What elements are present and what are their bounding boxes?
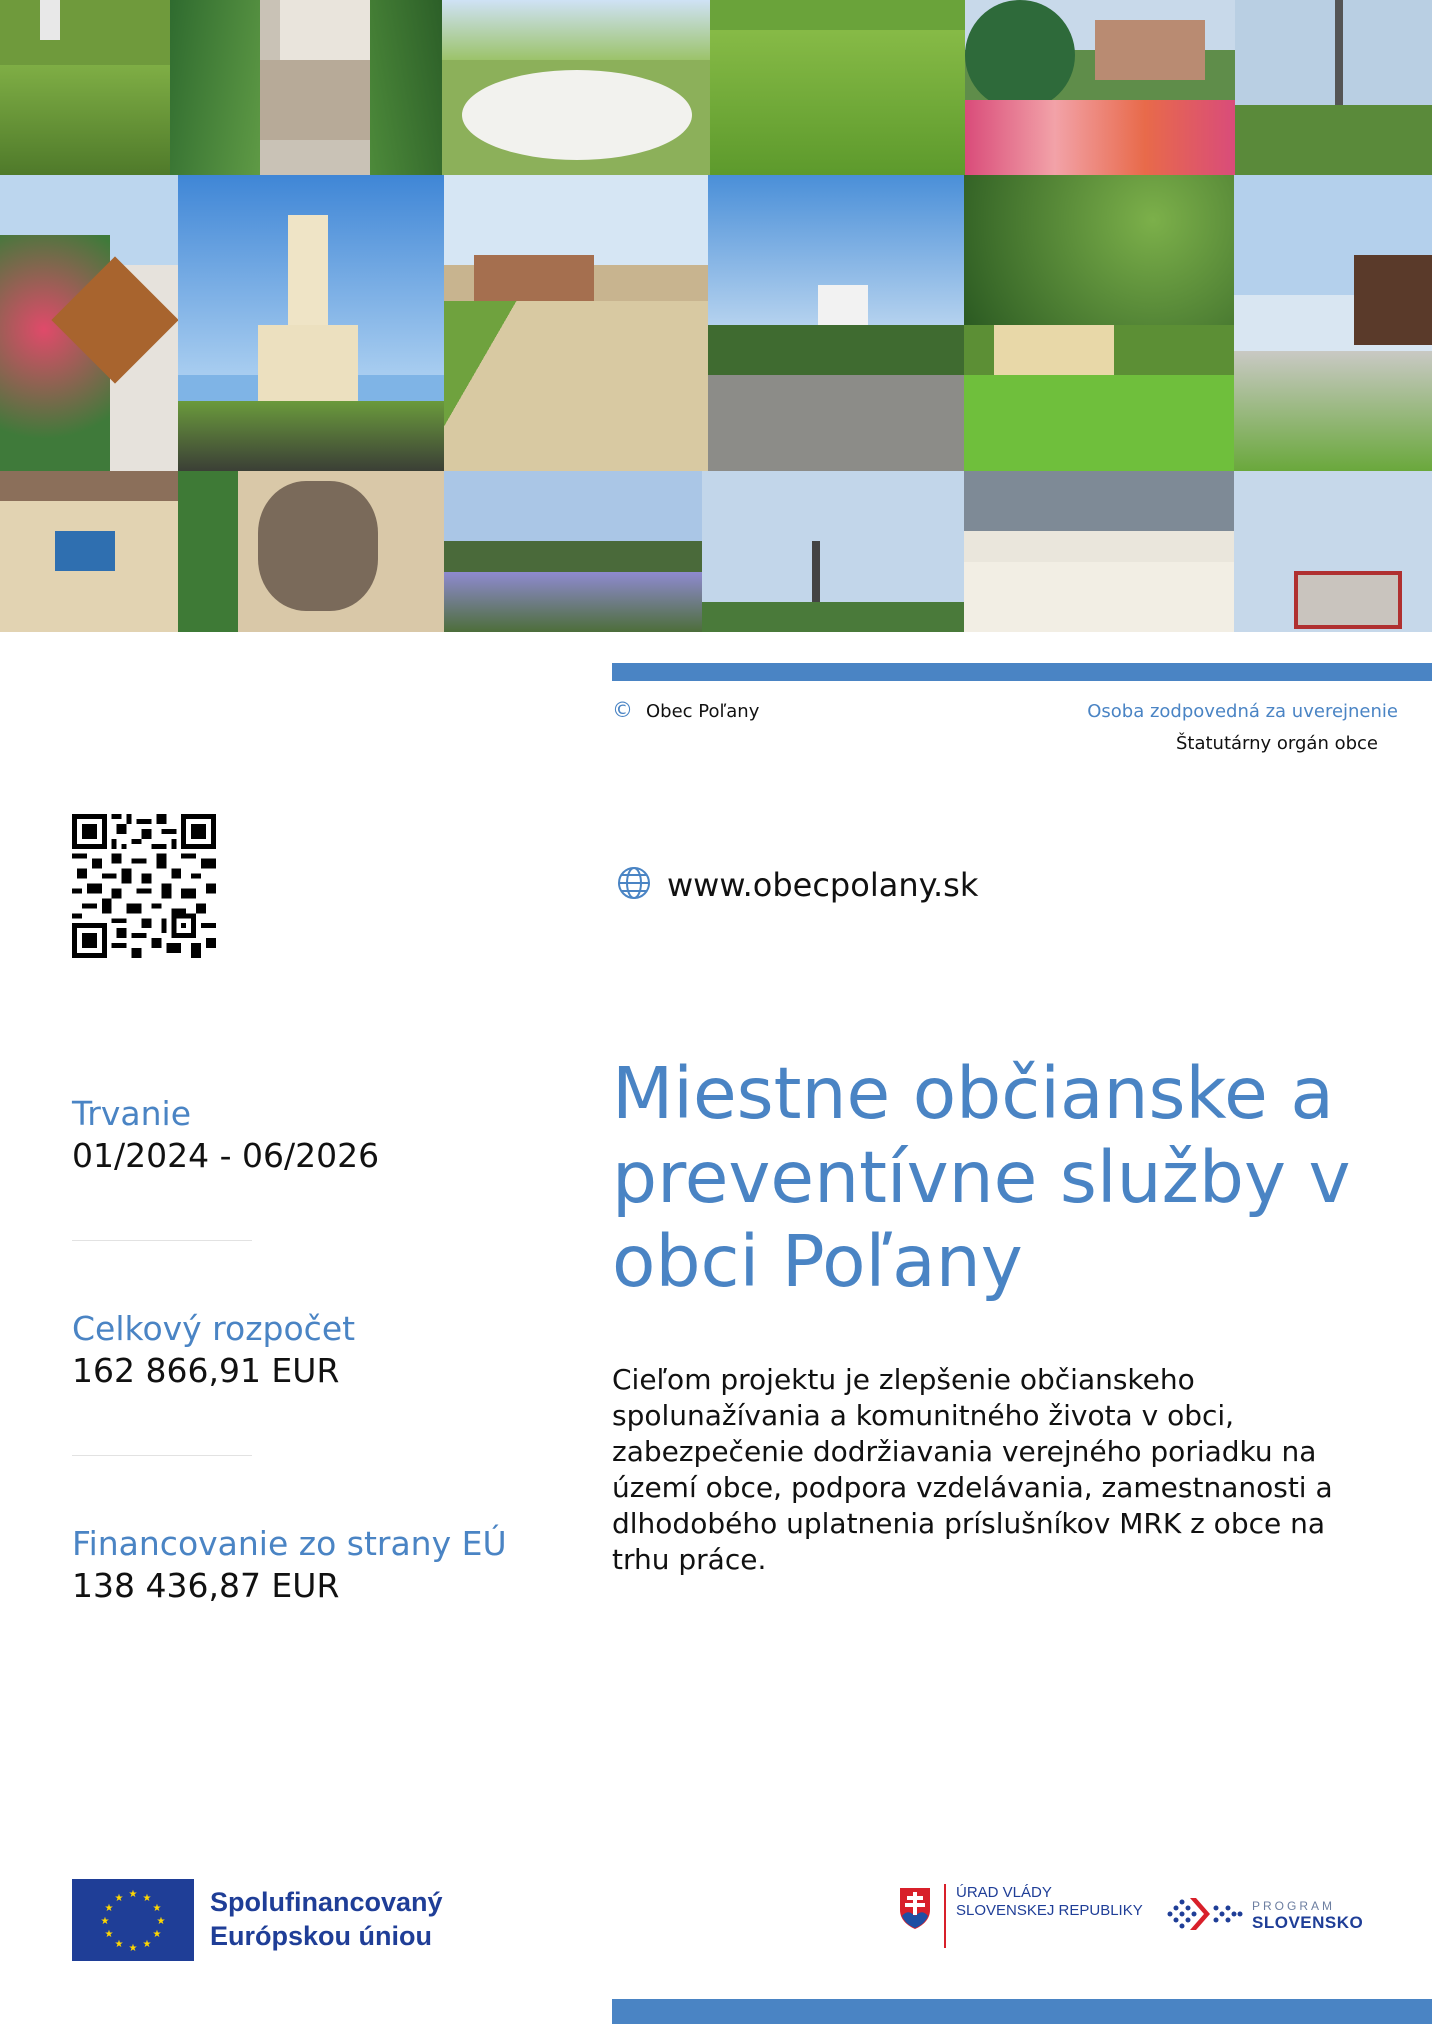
- program-logo-line1: PROGRAM: [1252, 1899, 1336, 1913]
- collage-photo-field: [1235, 0, 1432, 175]
- eu-logo-line1: Spolufinancovaný: [210, 1887, 443, 1917]
- program-slovensko-logo-text: [1252, 1899, 1363, 1933]
- eu-flag-icon: [72, 1879, 194, 1961]
- govt-office-logo-text: [956, 1884, 1143, 1920]
- collage-photo-chapel: [708, 175, 964, 471]
- collage-photo-church: [178, 175, 444, 471]
- facts-divider: [72, 1455, 252, 1456]
- svg-text:★: ★: [100, 1916, 110, 1927]
- govt-logo-line1: ÚRAD VLÁDY: [956, 1884, 1052, 1901]
- govt-logo-line2: SLOVENSKEJ REPUBLIKY: [956, 1902, 1143, 1919]
- project-title: Miestne občianske a preventívne služby v obci Poľany: [612, 1052, 1351, 1303]
- facts-divider: [72, 1240, 252, 1241]
- program-slovensko-icon: [1166, 1894, 1244, 1934]
- responsible-person-value: Štatutárny orgán obce: [1175, 733, 1378, 754]
- collage-photo-flowerbed: [442, 0, 710, 175]
- svg-text:★: ★: [142, 1893, 152, 1904]
- collage-photo-clouds: [702, 471, 964, 632]
- program-logo-line2: SLOVENSKO: [1252, 1913, 1364, 1932]
- responsible-person-label: Osoba zodpovedná za uverejnenie: [1087, 701, 1398, 722]
- collage-photo-farmhouse: [1234, 175, 1432, 471]
- website-link[interactable]: www.obecpolany.sk: [667, 866, 979, 904]
- globe-icon: [617, 866, 651, 900]
- collage-photo-playground: [444, 175, 708, 471]
- collage-photo-long-house: [964, 471, 1234, 632]
- svg-text:★: ★: [104, 1903, 114, 1914]
- collage-photo-kindergarten: [964, 175, 1234, 471]
- collage-photo-flowers: [965, 0, 1235, 175]
- duration-value: 01/2024 - 06/2026: [72, 1136, 380, 1175]
- total-budget-label: Celkový rozpočet: [72, 1309, 356, 1348]
- project-description: Cieľom projektu je zlepšenie občianskeho spolunažívania a komunitného života v obci, zabezpečenie dodržiavania verejného poriadku na území obce, podpora vzdelávania, zamestnanosti a dlhodobého uplatnenia príslušníkov MRK z obce na trhu práce.: [612, 1363, 1333, 1576]
- copyright-icon: ©: [612, 698, 633, 722]
- photo-collage: [0, 0, 1432, 632]
- header-accent-bar: [612, 663, 1432, 681]
- collage-photo-municipal-office: [0, 471, 178, 632]
- qr-code-icon: [72, 814, 216, 958]
- collage-photo-sculpture: [178, 471, 444, 632]
- svg-text:★: ★: [104, 1929, 114, 1940]
- svg-text:★: ★: [156, 1916, 166, 1927]
- collage-photo-garden: [0, 0, 170, 175]
- collage-photo-windmill: [0, 175, 178, 471]
- svg-text:★: ★: [114, 1893, 124, 1904]
- govt-logo-divider: [944, 1884, 946, 1948]
- eu-funding-value: 138 436,87 EUR: [72, 1566, 340, 1605]
- total-budget-value: 162 866,91 EUR: [72, 1351, 340, 1390]
- collage-photo-village-sign: [1234, 471, 1432, 632]
- collage-photo-lavender: [444, 471, 702, 632]
- collage-photo-house-agave: [170, 0, 442, 175]
- eu-funding-label: Financovanie zo strany EÚ: [72, 1524, 507, 1563]
- copyright-owner: Obec Poľany: [646, 701, 760, 722]
- duration-label: Trvanie: [72, 1094, 192, 1133]
- collage-photo-meadow: [710, 0, 965, 175]
- eu-logo-line2: Európskou úniou: [210, 1921, 432, 1951]
- svg-text:★: ★: [152, 1903, 162, 1914]
- footer-accent-bar: [612, 1999, 1432, 2024]
- svg-text:★: ★: [142, 1939, 152, 1950]
- svg-text:★: ★: [114, 1939, 124, 1950]
- svg-text:★: ★: [128, 1889, 138, 1900]
- slovak-coat-of-arms-icon: [898, 1886, 932, 1930]
- svg-text:★: ★: [152, 1929, 162, 1940]
- svg-text:★: ★: [128, 1943, 138, 1954]
- eu-cofunding-logo-text: [210, 1885, 443, 1953]
